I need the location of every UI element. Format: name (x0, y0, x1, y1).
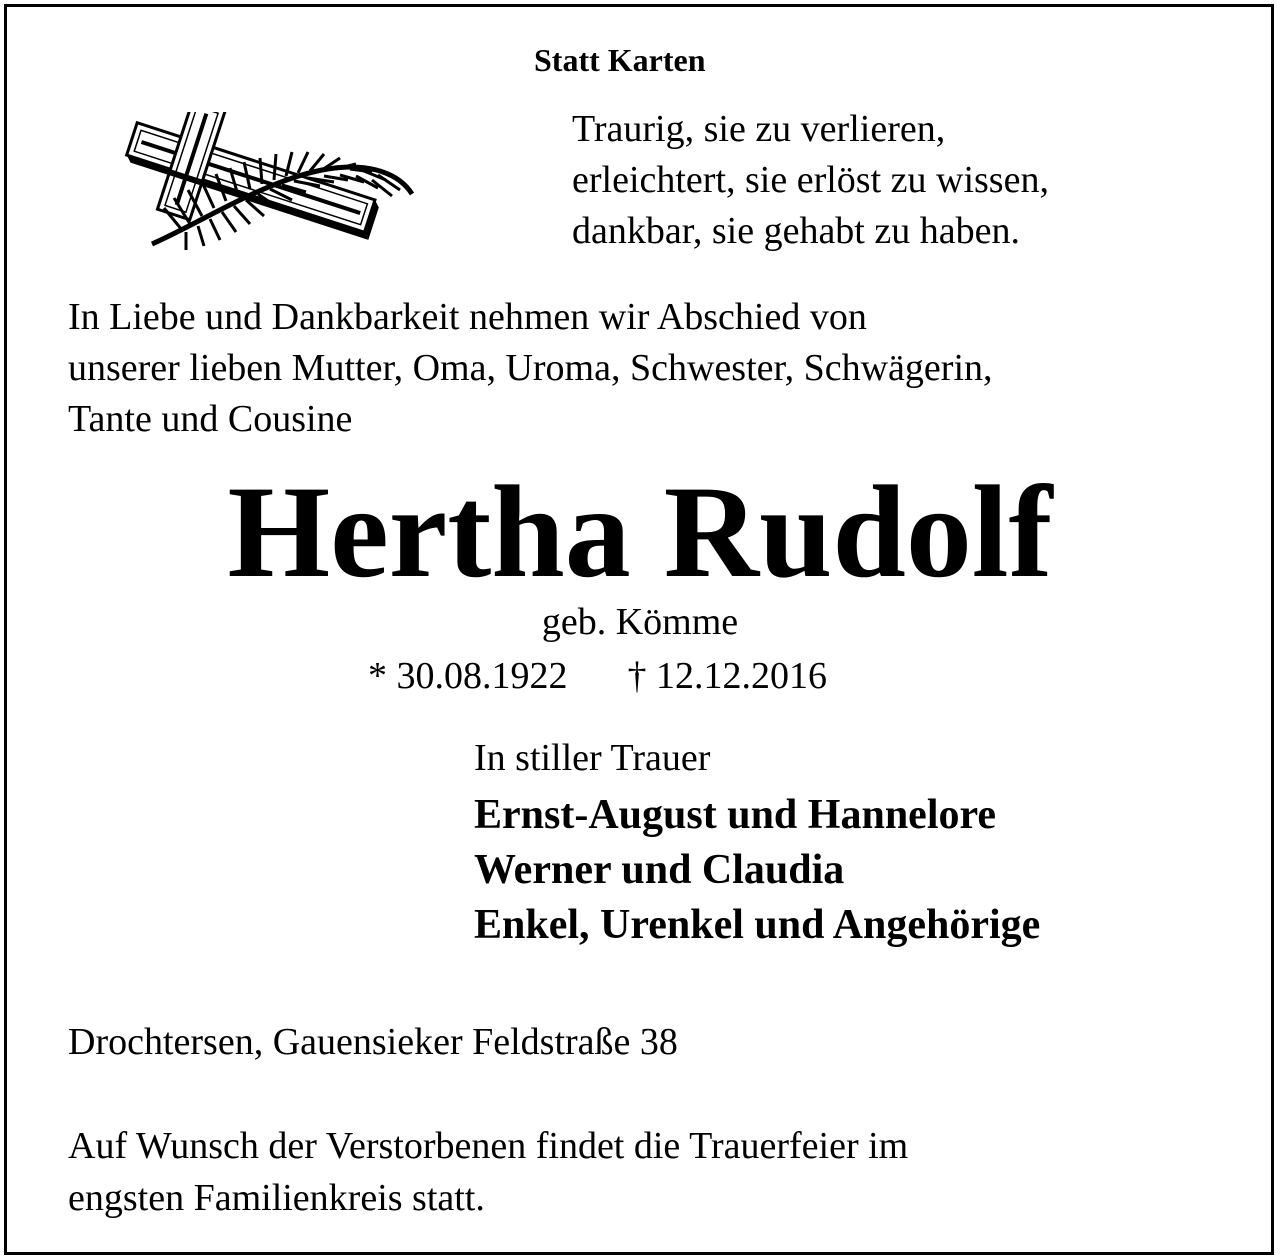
poem-line: dankbar, sie gehabt zu haben. (572, 210, 1020, 252)
mourners-list (474, 788, 1040, 953)
mourning-label: In stiller Trauer (474, 737, 711, 779)
notice-header: Statt Karten (534, 42, 706, 78)
ceremony-note (68, 1120, 908, 1224)
intro-text (68, 292, 993, 445)
poem (572, 104, 1049, 257)
death-date: † 12.12.2016 (627, 655, 827, 697)
poem-line: Traurig, sie zu verlieren, (572, 108, 946, 150)
maiden-name: geb. Kömme (541, 601, 739, 643)
life-dates (368, 652, 827, 700)
mourner-line: Werner und Claudia (474, 847, 845, 893)
mourner-line: Enkel, Urenkel und Angehörige (474, 902, 1041, 948)
birth-date: * 30.08.1922 (368, 655, 568, 697)
note-line: Auf Wunsch der Verstorbenen findet die Trauerfeier im (68, 1125, 909, 1167)
deceased-name: Hertha Rudolf (227, 458, 1053, 605)
intro-line: unserer lieben Mutter, Oma, Uroma, Schwester, Schwägerin, (68, 347, 993, 389)
intro-line: Tante und Cousine (68, 398, 353, 440)
address: Drochtersen, Gauensieker Feldstraße 38 (68, 1021, 678, 1063)
mourner-line: Ernst-August und Hannelore (474, 792, 997, 838)
cross-with-palm-frond-icon (112, 112, 422, 252)
poem-line: erleichtert, sie erlöst zu wissen, (572, 159, 1049, 201)
note-line: engsten Familienkreis statt. (68, 1177, 485, 1219)
intro-line: In Liebe und Dankbarkeit nehmen wir Abschied von (68, 296, 867, 338)
